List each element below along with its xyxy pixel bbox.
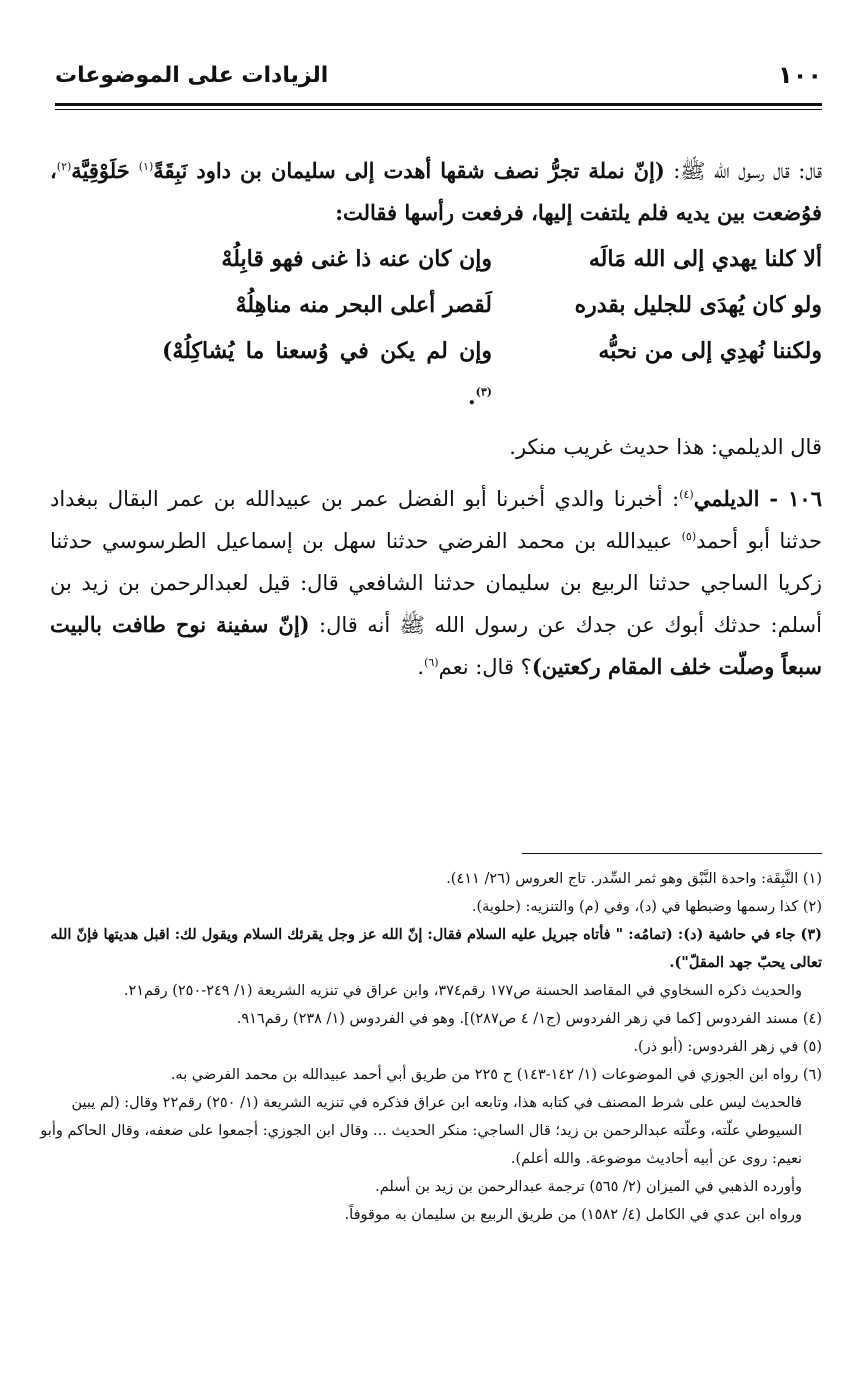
footnotes [40,865,822,1229]
footnote-4: (٤) مسند الفردوس [كما في زهر الفردوس (ج١/ ٤ ص٢٨٧)]. وهو في الفردوس (١/ ٢٣٨) رقم٩١٦. [236,1011,822,1027]
footnote-6: (٦) رواه ابن الجوزي في الموضوعات (١/ ١٤٢-١٤٣) ح ٢٢٥ من طريق أبي أحمد عبيدالله بن محمد الفرضي به. [170,1067,822,1083]
header-rule [55,103,822,106]
footnote-6-continuation: فالحديث ليس على شرط المصنف في كتابه هذا، وتابعه ابن عراق فذكره في تنزيه الشريعة (١/ ٢٥٠) رقم٢٢ وقال: (لم يبين السيوطي علّته، وعلّته عبدالرحمن بن زيد؛ قال الساجي: منكر الحديث ... وقال ابن الجوزي: أجمعوا على ضعفه، وقال الحاكم وأبو نعيم: روى عن أبيه أحاديث موضوعة. والله أعلم). [40,1095,802,1167]
verse-second-hemistich: وإن كان عنه ذا غنى فهو قابِلُهْ [221,246,492,272]
verse-line [50,328,822,420]
footnote-2: (٢) كذا رسمها وضبطها في (د)، وفي (م) والتنزيه: (حلوية). [471,899,822,915]
footnote-3-continuation: والحديث ذكره السخاوي في المقاصد الحسنة ص١٧٧ رقم٣٧٤، وابن عراق في تنزيه الشريعة (١/ ٢٤٩-٢٥٠) رقم٢١. [123,983,802,999]
footnote-ref[interactable]: (٦) [424,656,439,669]
hadith-number: ١٠٦ - الديلمي [693,486,822,511]
hadith-text: ، فوُضعت بين يديه فلم يلتفت إليها، فرفعت رأسها فقالت: [50,158,822,225]
footnote-ref[interactable]: (١) [138,160,154,173]
hadith-text: حَلَوْقِيَّة [71,158,139,183]
isnad-text: عبيدالله بن محمد الفرضي حدثنا سهل بن إسماعيل الطرسوسي حدثنا زكريا الساجي حدثنا الربيع بن سليمان حدثنا الشافعي قال: قيل لعبدالرحمن بن زيد بن أسلم: حدثك أبوك عن جدك عن رسول الله ﷺ أنه قال: [50,529,822,637]
verse-line [50,282,822,328]
poem-verses [50,236,822,420]
main-text [50,150,822,688]
footnote-6-continuation: ورواه ابن عدي في الكامل (٤/ ١٥٨٢) من طريق الربيع بن سليمان به موقوفاً. [344,1207,802,1223]
hadith-text: (إنّ سفينة نوح طافت بالبيت سبعاً وصلّت خلف المقام ركعتين) [50,612,822,679]
footnote-ref[interactable]: (٣) [475,385,492,399]
footnote-5: (٥) في زهر الفردوس: (أبو ذر). [633,1039,822,1055]
footnote-3: (٣) جاء في حاشية (د): (تمامُه: " فأتاه جبريل عليه السلام فقال: إنّ الله عز وجل يقرئك السلام ويقول لك: اقبل هديتها فإنّ الله تعالى يحبّ جهد المقلّ"). [50,926,822,971]
verse-first-hemistich: ولكننا نُهدِي إلى من نحبُّه [598,338,822,364]
hadith-text: (إنّ نملة تجرُّ نصف شقها أهدت إلى سليمان بن داود نَبِقَةً [153,158,665,183]
punctuation: . [467,384,476,410]
text-segment: قال: قال رسول الله ﷺ: [664,159,822,183]
text-segment: ؟ قال: نعم [438,655,532,679]
paragraph-hadith-ant [50,150,822,234]
verse-text: وإن لم يكن في وُسعنا ما يُشاكِلُهْ) [162,338,492,364]
footnote-separator [522,853,822,854]
running-title: الزيادات على الموضوعات [55,62,329,88]
footnote-6-continuation: وأورده الذهبي في الميزان (٢/ ٥٦٥) ترجمة عبدالرحمن بن زيد بن أسلم. [375,1179,802,1195]
page-header [55,55,822,95]
verse-second-hemistich: لَقصر أعلى البحر منه مناهِلُهْ [235,292,492,318]
footnote-ref[interactable]: (٥) [681,530,697,543]
footnote-1: (١) النَّبِقَة: واحدة النَّبْق وهو ثمر السِّدر. تاج العروس (٢٦/ ٤١١). [446,871,822,887]
verse-second-hemistich [162,328,492,420]
verse-first-hemistich: ولو كان يُهدَى للجليل بقدره [574,292,822,318]
isnad-text: : أخبرنا والدي أخبرنا أبو الفضل عمر بن عبيدالله بن عمر البقال ببغداد حدثنا أبو أحمد [50,487,822,553]
page-number: ١٠٠ [778,61,822,89]
verse-line [50,236,822,282]
footnote-ref[interactable]: (٤) [679,488,694,501]
paragraph-daylami-comment: قال الديلمي: هذا حديث غريب منكر. [509,435,822,459]
footnote-ref[interactable]: (٢) [56,160,72,173]
verse-first-hemistich: ألا كلنا يهدي إلى الله مَالَه [588,246,822,272]
punctuation: . [417,655,425,679]
paragraph-hadith-106 [50,478,822,688]
